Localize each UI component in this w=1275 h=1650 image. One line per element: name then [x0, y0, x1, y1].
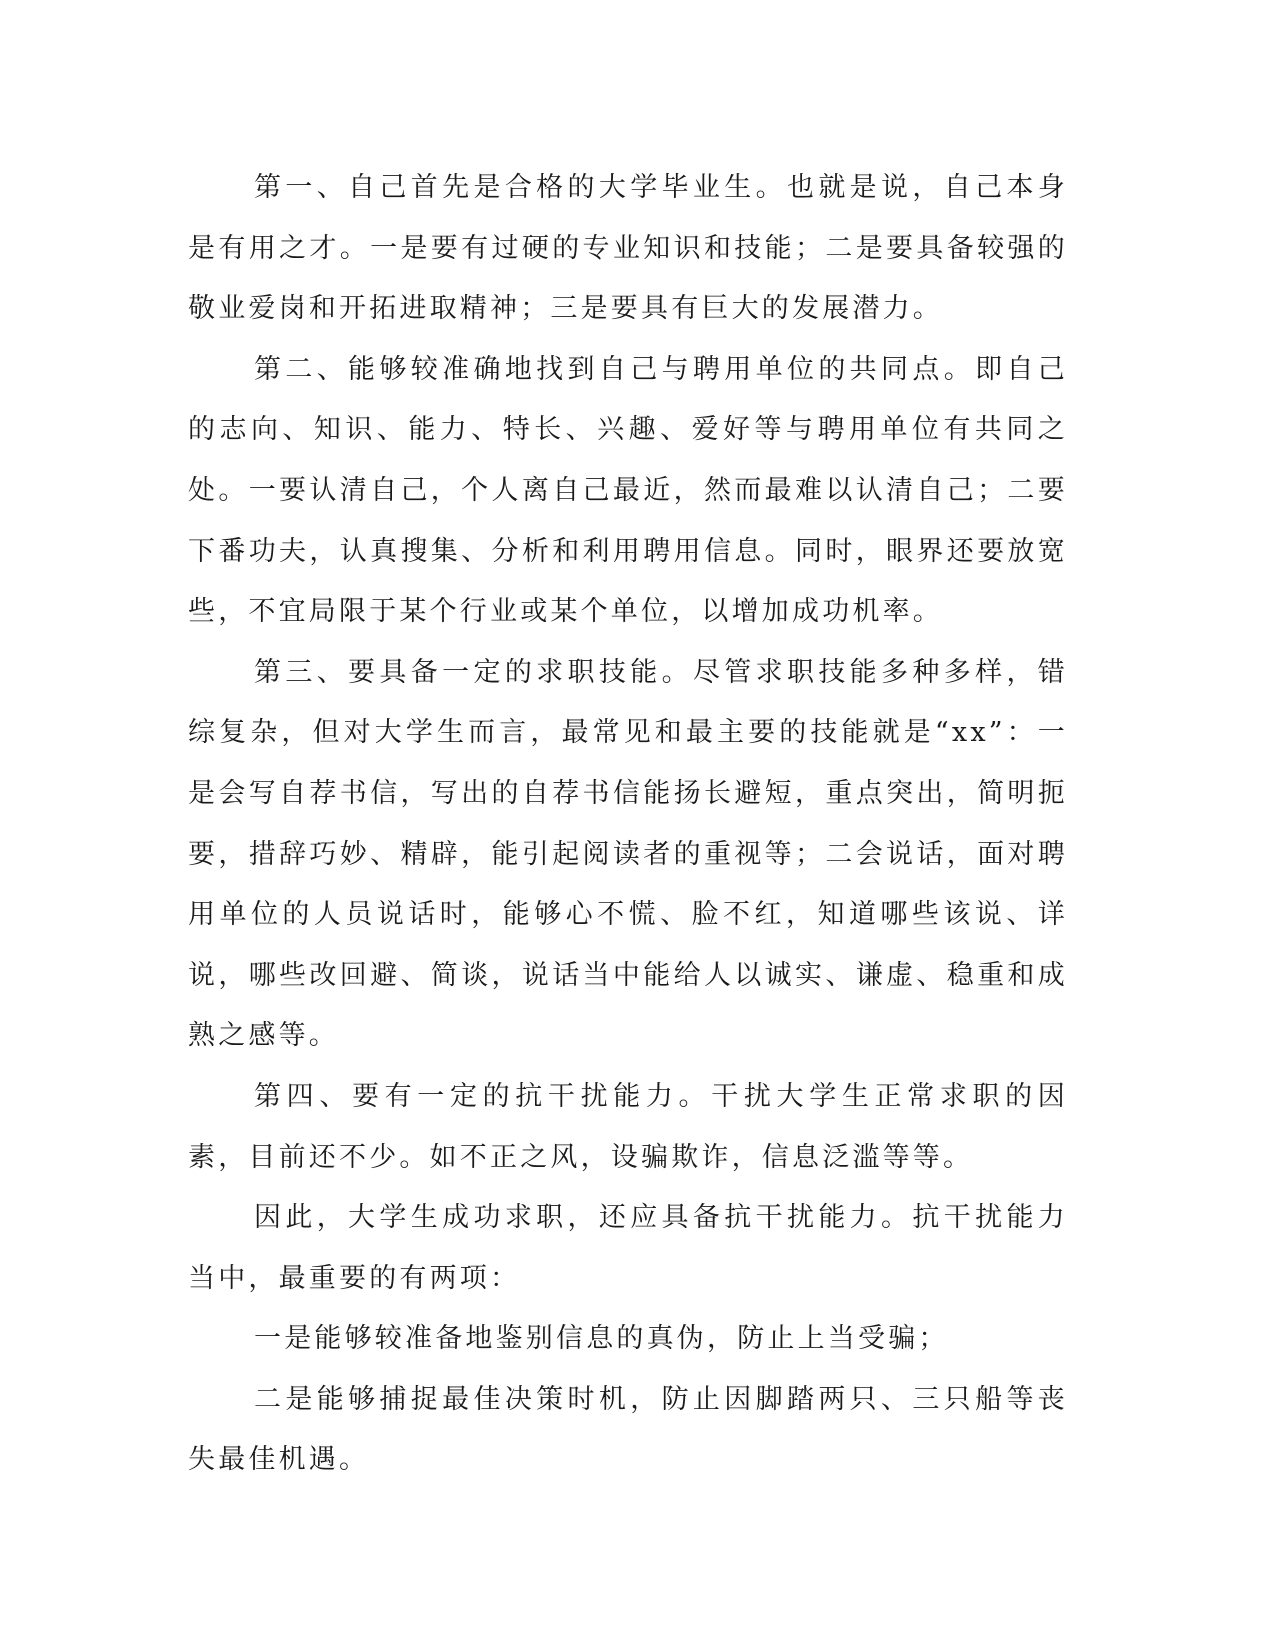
- paragraph-point-one: 一是能够较准备地鉴别信息的真伪，防止上当受骗；: [254, 1323, 949, 1355]
- paragraph-therefore: 因此，大学生成功求职，还应具备抗干扰能力。抗干扰能力当中，最重要的有两项：: [188, 1202, 1068, 1294]
- paragraph-job-skills: 第三、要具备一定的求职技能。尽管求职技能多种多样，错综复杂，但对大学生而言，最常见和最主要的技能就是“xx”：一是会写自荐书信，写出的自荐书信能扬长避短，重点突出，简明扼要，措辞巧妙、精辟，能引起阅读者的重视等；二会说话，面对聘用单位的人员说话时，能够心不慌、脸不红，知道哪些该说、详说，哪些改回避、简谈，说话当中能给人以诚实、谦虚、稳重和成熟之感等。: [188, 656, 1068, 1052]
- paragraph-qualified-graduate: 第一、自己首先是合格的大学毕业生。也就是说，自己本身是有用之才。一是要有过硬的专业知识和技能；二是要具备较强的敬业爱岗和开拓进取精神；三是要具有巨大的发展潜力。: [188, 172, 1068, 325]
- paragraph-point-two: 二是能够捕捉最佳决策时机，防止因脚踏两只、三只船等丧失最佳机遇。: [188, 1383, 1068, 1476]
- paragraph-anti-interference: 第四、要有一定的抗干扰能力。干扰大学生正常求职的因素，目前还不少。如不正之风，设骗欺诈，信息泛滥等等。: [188, 1080, 1068, 1173]
- paragraph-common-ground: 第二、能够较准确地找到自己与聘用单位的共同点。即自己的志向、知识、能力、特长、兴趣、爱好等与聘用单位有共同之处。一要认清自己，个人离自己最近，然而最难以认清自己；二要下番功夫，认真搜集、分析和利用聘用信息。同时，眼界还要放宽些，不宜局限于某个行业或某个单位，以增加成功机率。: [188, 353, 1068, 628]
- document-body: [188, 158, 1068, 1491]
